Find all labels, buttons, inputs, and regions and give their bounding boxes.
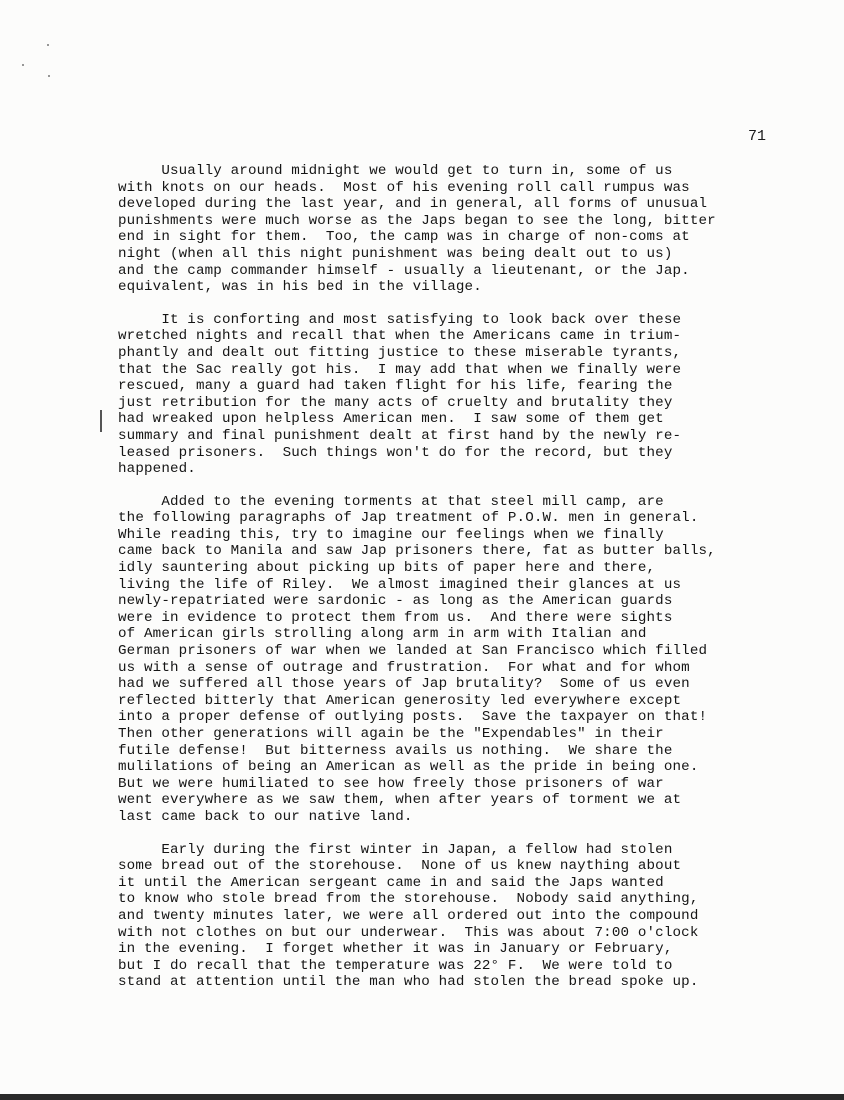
- text-line: and the camp commander himself - usually a lieutenant, or the Jap.: [118, 262, 690, 279]
- text-line: Usually around midnight we would get to turn in, some of us: [118, 163, 673, 179]
- paragraph-1: [118, 163, 818, 296]
- text-line: phantly and dealt out fitting justice to these miserable tyrants,: [118, 344, 682, 361]
- text-line: stand at attention until the man who had stolen the bread spoke up.: [118, 974, 699, 991]
- text-line: to know who stole bread from the storehouse. Nobody said anything,: [118, 891, 699, 908]
- text-line: of American girls strolling along arm in arm with Italian and: [118, 626, 647, 643]
- text-line: that the Sac really got his. I may add that when we finally were: [118, 361, 682, 378]
- text-line: last came back to our native land.: [118, 808, 413, 825]
- text-line: newly-repatriated were sardonic - as long as the American guards: [118, 593, 673, 610]
- text-line: happened.: [118, 461, 196, 478]
- page-number: 71: [748, 128, 767, 145]
- text-line: mulilations of being an American as well as the pride in being one.: [118, 759, 699, 776]
- body-text: [118, 163, 818, 1007]
- text-line: Added to the evening torments at that steel mill camp, are: [118, 493, 664, 510]
- paragraph-2: [118, 312, 818, 478]
- text-line: had we suffered all those years of Jap brutality? Some of us even: [118, 676, 690, 693]
- paper-speck: [22, 64, 24, 66]
- text-line: the following paragraphs of Jap treatment of P.O.W. men in general.: [118, 510, 699, 527]
- text-line: came back to Manila and saw Jap prisoners there, fat as butter balls,: [118, 543, 716, 560]
- text-line: But we were humiliated to see how freely those prisoners of war: [118, 775, 664, 792]
- text-line: wretched nights and recall that when the Americans came in trium-: [118, 328, 682, 345]
- text-line: While reading this, try to imagine our feelings when we finally: [118, 526, 664, 543]
- text-line: living the life of Riley. We almost imagined their glances at us: [118, 576, 682, 593]
- paper-speck: [48, 75, 50, 77]
- text-line: punishments were much worse as the Japs began to see the long, bitter: [118, 212, 716, 229]
- text-line: developed during the last year, and in general, all forms of unusual: [118, 196, 708, 213]
- paragraph-4: [118, 842, 818, 991]
- text-line: with not clothes on but our underwear. This was about 7:00 o'clock: [118, 924, 699, 941]
- text-line: had wreaked upon helpless American men. I saw some of them get: [118, 411, 664, 428]
- text-line: rescued, many a guard had taken flight for his life, fearing the: [118, 378, 673, 395]
- text-line: summary and final punishment dealt at first hand by the newly re-: [118, 427, 682, 444]
- text-line: it until the American sergeant came in and said the Japs wanted: [118, 874, 664, 891]
- text-line: night (when all this night punishment was being dealt out to us): [118, 245, 673, 262]
- paragraph-3: [118, 494, 818, 826]
- margin-mark: [100, 410, 102, 432]
- text-line: with knots on our heads. Most of his evening roll call rumpus was: [118, 179, 690, 196]
- text-line: German prisoners of war when we landed at San Francisco which filled: [118, 643, 708, 660]
- text-line: leased prisoners. Such things won't do for the record, but they: [118, 444, 673, 461]
- text-line: us with a sense of outrage and frustration. For what and for whom: [118, 659, 690, 676]
- text-line: Then other generations will again be the "Expendables" in their: [118, 726, 664, 742]
- text-line: but I do recall that the temperature was 22° F. We were told to: [118, 957, 673, 974]
- text-line: went everywhere as we saw them, when after years of torment we at: [118, 792, 682, 809]
- text-line: It is conforting and most satisfying to look back over these: [118, 311, 682, 328]
- scan-bottom-edge: [0, 1094, 844, 1100]
- text-line: futile defense! But bitterness avails us nothing. We share the: [118, 742, 673, 759]
- paper-speck: [47, 44, 49, 46]
- text-line: end in sight for them. Too, the camp was in charge of non-coms at: [118, 229, 690, 246]
- text-line: in the evening. I forget whether it was in January or February,: [118, 941, 673, 958]
- text-line: reflected bitterly that American generosity led everywhere except: [118, 692, 682, 709]
- text-line: just retribution for the many acts of cruelty and brutality they: [118, 394, 673, 411]
- text-line: some bread out of the storehouse. None of us knew naything about: [118, 858, 682, 875]
- text-line: were in evidence to protect them from us. And there were sights: [118, 609, 673, 626]
- text-line: and twenty minutes later, we were all ordered out into the compound: [118, 907, 699, 924]
- text-line: Early during the first winter in Japan, a fellow had stolen: [118, 841, 673, 858]
- text-line: into a proper defense of outlying posts. Save the taxpayer on that!: [118, 709, 708, 726]
- text-line: equivalent, was in his bed in the village.: [118, 279, 482, 296]
- text-line: idly sauntering about picking up bits of paper here and there,: [118, 560, 656, 577]
